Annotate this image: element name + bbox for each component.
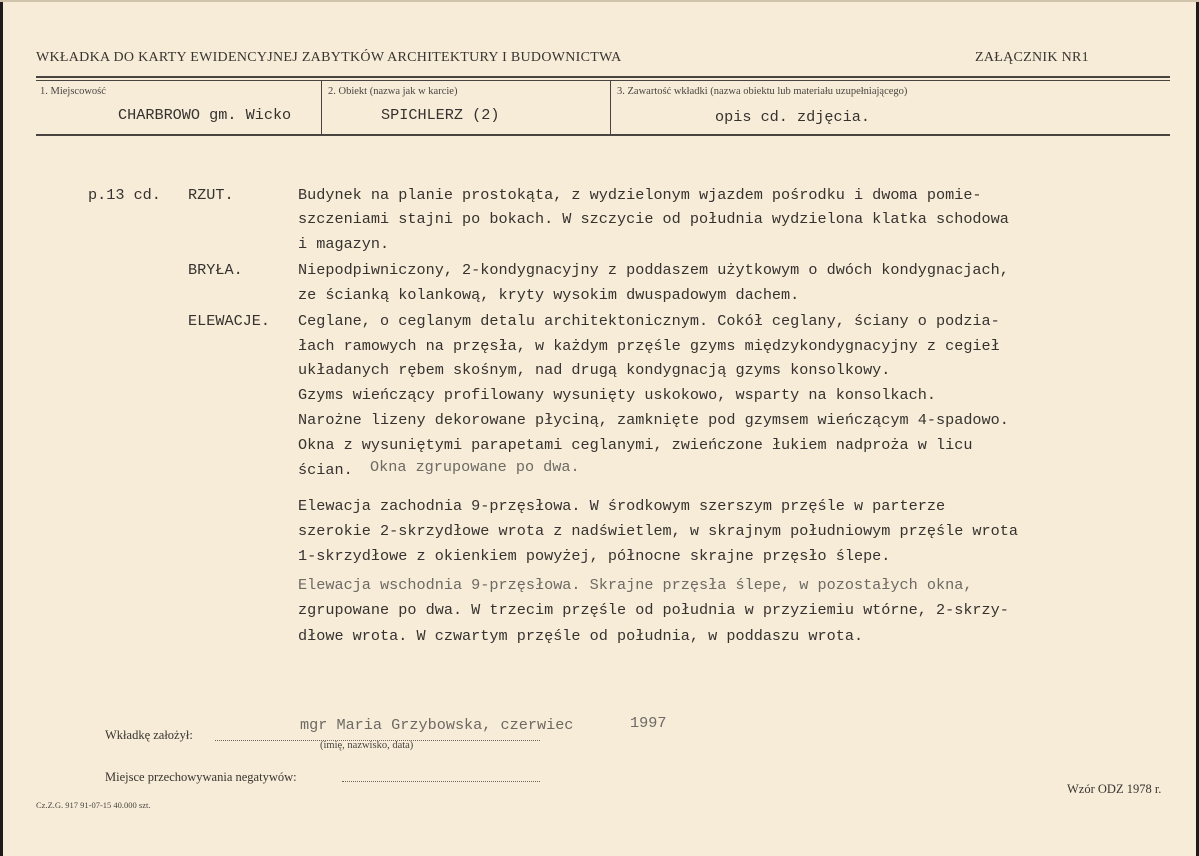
text-line: dłowe wrota. W czwartym przęśle od południa, w poddaszu wrota. [298,627,864,645]
author-label: Wkładkę założył: [105,728,193,742]
author-value: mgr Maria Grzybowska, czerwiec [300,716,574,734]
text-line: łach ramowych na przęsła, w każdym przęśle gzyms międzykondygnacyjny z cegieł [298,337,1000,355]
text-line: Elewacja wschodnia 9-przęsłowa. Skrajne przęsła ślepe, w pozostałych okna, [298,576,973,594]
print-info: Cz.Z.G. 917 91-07-15 40.000 szt. [36,800,151,810]
object-label: 2. Obiekt (nazwa jak w karcie) [328,86,458,97]
text-line: Niepodpiwniczony, 2-kondygnacyjny z poddaszem użytkowym o dwóch kondygnacjach, [298,261,1009,279]
section-heading-rzut: RZUT. [188,186,234,204]
text-line: 1-skrzydłowe z okienkiem powyżej, północne skrajne przęsło ślepe. [298,547,891,565]
text-line: Gzyms wieńczący profilowany wysunięty uskokowo, wsparty na konsolkach. [298,386,936,404]
contents-label: 3. Zawartość wkładki (nazwa obiektu lub materiału uzupełniającego) [617,86,908,97]
text-line: ze ścianką kolankową, kryty wysokim dwuspadowym dachem. [298,286,800,304]
negatives-dotted-line [342,781,540,782]
text-line: szerokie 2-skrzydłowe wrota z nadświetlem, w skrajnym południowym przęśle wrota [298,522,1019,540]
negatives-label: Miejsce przechowywania negatywów: [105,770,297,784]
header-rule-top [36,76,1170,78]
author-year: 1997 [630,714,667,732]
text-line: zgrupowane po dwa. W trzecim przęśle od południa w przyziemiu wtórne, 2-skrzy- [298,601,1009,619]
section-heading-bryla: BRYŁA. [188,261,243,279]
header-rule-bottom [36,134,1170,136]
contents-value: opis cd. zdjęcia. [715,108,870,126]
text-line: Budynek na planie prostokąta, z wydzielonym wjazdem pośrodku i dwoma pomie- [298,186,982,204]
location-value: CHARBROWO gm. Wicko [118,106,292,124]
form-title: WKŁADKA DO KARTY EWIDENCYJNEJ ZABYTKÓW ARCHITEKTURY I BUDOWNICTWA [36,50,622,65]
field-divider-2 [610,80,611,136]
text-line: Narożne lizeny dekorowane płyciną, zamknięte pod gzymsem wieńczącym 4-spadowo. [298,411,1009,429]
attachment-number: ZAŁĄCZNIK NR1 [975,50,1089,65]
form-reference: Wzór ODZ 1978 r. [1067,782,1162,796]
text-line: Elewacja zachodnia 9-przęsłowa. W środkowym szerszym przęśle w parterze [298,497,946,515]
section-heading-elewacje: ELEWACJE. [188,312,271,330]
header-rule-top-thin [36,80,1170,81]
object-value: SPICHLERZ (2) [381,106,500,124]
text-line: Okna zgrupowane po dwa. [370,458,580,476]
paper-edge-left [0,0,3,856]
text-line: szczeniami stajni po bokach. W szczycie od południa wydzielona klatka schodowa [298,210,1009,228]
text-line: Ceglane, o ceglanym detalu architektonicznym. Cokół ceglany, ściany o podzia- [298,312,1000,330]
paper-edge-top [0,0,1199,2]
author-hint: (imię, nazwisko, data) [320,740,414,751]
text-line: Okna z wysuniętymi parapetami ceglanymi, zwieńczone łukiem nadproża w licu [298,436,973,454]
page-reference: p.13 cd. [88,186,161,204]
field-divider-1 [321,80,322,136]
text-line: ścian. [298,461,353,479]
text-line: i magazyn. [298,235,390,253]
location-label: 1. Miejscowość [40,86,106,97]
text-line: układanych rębem skośnym, nad drugą kondygnacją gzyms konsolkowy. [298,361,891,379]
